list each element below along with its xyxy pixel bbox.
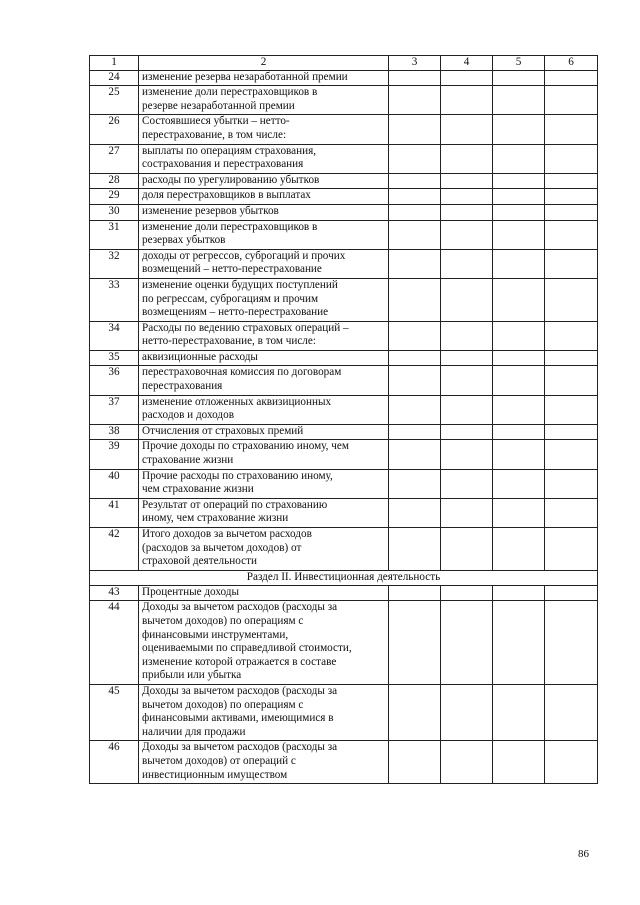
row-number: 31 bbox=[90, 220, 139, 249]
value-cell bbox=[389, 70, 441, 86]
value-cell bbox=[493, 585, 545, 601]
section-row bbox=[90, 570, 598, 585]
row-description: расходы по урегулированию убытков bbox=[139, 173, 389, 189]
row-number: 40 bbox=[90, 469, 139, 498]
value-cell bbox=[493, 249, 545, 278]
report-table bbox=[89, 55, 598, 784]
table-row bbox=[90, 204, 598, 220]
table-row bbox=[90, 741, 598, 784]
value-cell bbox=[545, 321, 598, 350]
header-cell: 1 bbox=[90, 56, 139, 71]
value-cell bbox=[493, 189, 545, 205]
table-row bbox=[90, 189, 598, 205]
header-cell: 4 bbox=[441, 56, 493, 71]
value-cell bbox=[389, 366, 441, 395]
row-description: Отчисления от страховых премий bbox=[139, 424, 389, 440]
row-description: Доходы за вычетом расходов (расходы за вычетом доходов) по операциям с финансовыми инструментами, оцениваемыми по справедливой стоимости, изменение которой отражается в составе прибыли или убытка bbox=[139, 601, 389, 685]
value-cell bbox=[389, 440, 441, 469]
value-cell bbox=[545, 440, 598, 469]
value-cell bbox=[441, 424, 493, 440]
row-description: изменение доли перестраховщиков в резервах убытков bbox=[139, 220, 389, 249]
value-cell bbox=[441, 204, 493, 220]
value-cell bbox=[441, 440, 493, 469]
value-cell bbox=[493, 173, 545, 189]
row-number: 36 bbox=[90, 366, 139, 395]
table-row bbox=[90, 685, 598, 741]
value-cell bbox=[441, 249, 493, 278]
value-cell bbox=[441, 173, 493, 189]
value-cell bbox=[389, 321, 441, 350]
value-cell bbox=[545, 685, 598, 741]
row-description: выплаты по операциям страхования, сострахования и перестрахования bbox=[139, 144, 389, 173]
header-cell: 5 bbox=[493, 56, 545, 71]
row-description: Итого доходов за вычетом расходов (расходов за вычетом доходов) от страховой деятельности bbox=[139, 528, 389, 571]
row-number: 46 bbox=[90, 741, 139, 784]
row-description: Расходы по ведению страховых операций – нетто-перестрахование, в том числе: bbox=[139, 321, 389, 350]
row-description: Состоявшиеся убытки – нетто- перестрахование, в том числе: bbox=[139, 115, 389, 144]
row-description: изменение резервов убытков bbox=[139, 204, 389, 220]
value-cell bbox=[389, 469, 441, 498]
value-cell bbox=[493, 366, 545, 395]
value-cell bbox=[389, 189, 441, 205]
row-description: изменение отложенных аквизиционных расходов и доходов bbox=[139, 395, 389, 424]
header-cell: 2 bbox=[139, 56, 389, 71]
table-row bbox=[90, 440, 598, 469]
value-cell bbox=[545, 741, 598, 784]
value-cell bbox=[545, 70, 598, 86]
value-cell bbox=[545, 144, 598, 173]
value-cell bbox=[441, 685, 493, 741]
value-cell bbox=[493, 469, 545, 498]
table-row bbox=[90, 173, 598, 189]
value-cell bbox=[441, 498, 493, 527]
value-cell bbox=[493, 498, 545, 527]
row-description: изменение оценки будущих поступлений по регрессам, суброгациям и прочим возмещениям – нетто-перестрахование bbox=[139, 278, 389, 321]
row-description: Доходы за вычетом расходов (расходы за вычетом доходов) от операций с инвестиционным имуществом bbox=[139, 741, 389, 784]
value-cell bbox=[441, 321, 493, 350]
value-cell bbox=[441, 115, 493, 144]
row-number: 30 bbox=[90, 204, 139, 220]
value-cell bbox=[441, 601, 493, 685]
table-row bbox=[90, 220, 598, 249]
value-cell bbox=[441, 741, 493, 784]
header-cell: 3 bbox=[389, 56, 441, 71]
value-cell bbox=[389, 685, 441, 741]
row-number: 42 bbox=[90, 528, 139, 571]
value-cell bbox=[441, 189, 493, 205]
value-cell bbox=[493, 395, 545, 424]
value-cell bbox=[493, 220, 545, 249]
header-cell: 6 bbox=[545, 56, 598, 71]
value-cell bbox=[493, 278, 545, 321]
value-cell bbox=[389, 601, 441, 685]
value-cell bbox=[389, 144, 441, 173]
value-cell bbox=[389, 498, 441, 527]
row-description: изменение доли перестраховщиков в резерве незаработанной премии bbox=[139, 86, 389, 115]
row-description: Результат от операций по страхованию иному, чем страхование жизни bbox=[139, 498, 389, 527]
value-cell bbox=[389, 204, 441, 220]
value-cell bbox=[441, 220, 493, 249]
value-cell bbox=[389, 173, 441, 189]
value-cell bbox=[389, 350, 441, 366]
value-cell bbox=[493, 86, 545, 115]
value-cell bbox=[441, 469, 493, 498]
row-number: 28 bbox=[90, 173, 139, 189]
row-description: доля перестраховщиков в выплатах bbox=[139, 189, 389, 205]
value-cell bbox=[441, 70, 493, 86]
value-cell bbox=[545, 173, 598, 189]
table-row bbox=[90, 321, 598, 350]
value-cell bbox=[389, 220, 441, 249]
value-cell bbox=[389, 585, 441, 601]
table-row bbox=[90, 350, 598, 366]
row-number: 25 bbox=[90, 86, 139, 115]
row-number: 45 bbox=[90, 685, 139, 741]
row-description: доходы от регрессов, суброгаций и прочих возмещений – нетто-перестрахование bbox=[139, 249, 389, 278]
value-cell bbox=[441, 350, 493, 366]
value-cell bbox=[389, 424, 441, 440]
table-row bbox=[90, 278, 598, 321]
value-cell bbox=[441, 144, 493, 173]
value-cell bbox=[389, 278, 441, 321]
value-cell bbox=[493, 741, 545, 784]
row-number: 37 bbox=[90, 395, 139, 424]
table-row bbox=[90, 585, 598, 601]
row-number: 29 bbox=[90, 189, 139, 205]
row-description: Прочие доходы по страхованию иному, чем страхование жизни bbox=[139, 440, 389, 469]
row-description: Прочие расходы по страхованию иному, чем страхование жизни bbox=[139, 469, 389, 498]
value-cell bbox=[545, 115, 598, 144]
value-cell bbox=[545, 498, 598, 527]
table-row bbox=[90, 249, 598, 278]
value-cell bbox=[545, 366, 598, 395]
value-cell bbox=[389, 528, 441, 571]
row-number: 39 bbox=[90, 440, 139, 469]
header-row bbox=[90, 56, 598, 71]
table-row bbox=[90, 70, 598, 86]
row-number: 24 bbox=[90, 70, 139, 86]
section-one-rows bbox=[90, 70, 598, 570]
value-cell bbox=[545, 86, 598, 115]
row-number: 26 bbox=[90, 115, 139, 144]
value-cell bbox=[493, 528, 545, 571]
table-row bbox=[90, 115, 598, 144]
value-cell bbox=[545, 220, 598, 249]
value-cell bbox=[493, 440, 545, 469]
row-number: 27 bbox=[90, 144, 139, 173]
value-cell bbox=[493, 350, 545, 366]
table-row bbox=[90, 469, 598, 498]
value-cell bbox=[389, 395, 441, 424]
value-cell bbox=[493, 204, 545, 220]
row-description: перестраховочная комиссия по договорам перестрахования bbox=[139, 366, 389, 395]
value-cell bbox=[545, 395, 598, 424]
page-number: 86 bbox=[578, 848, 589, 860]
value-cell bbox=[441, 86, 493, 115]
value-cell bbox=[493, 601, 545, 685]
row-number: 43 bbox=[90, 585, 139, 601]
value-cell bbox=[493, 685, 545, 741]
table-row bbox=[90, 86, 598, 115]
value-cell bbox=[545, 249, 598, 278]
table-row bbox=[90, 498, 598, 527]
row-description: аквизиционные расходы bbox=[139, 350, 389, 366]
row-number: 41 bbox=[90, 498, 139, 527]
value-cell bbox=[545, 189, 598, 205]
value-cell bbox=[493, 144, 545, 173]
value-cell bbox=[493, 115, 545, 144]
table-row bbox=[90, 144, 598, 173]
row-description: Доходы за вычетом расходов (расходы за вычетом доходов) по операциям с финансовыми активами, имеющимися в наличии для продажи bbox=[139, 685, 389, 741]
value-cell bbox=[389, 249, 441, 278]
value-cell bbox=[493, 70, 545, 86]
value-cell bbox=[545, 204, 598, 220]
row-description: изменение резерва незаработанной премии bbox=[139, 70, 389, 86]
value-cell bbox=[545, 585, 598, 601]
value-cell bbox=[441, 585, 493, 601]
value-cell bbox=[545, 528, 598, 571]
value-cell bbox=[545, 278, 598, 321]
table-row bbox=[90, 528, 598, 571]
value-cell bbox=[493, 321, 545, 350]
row-number: 32 bbox=[90, 249, 139, 278]
value-cell bbox=[545, 424, 598, 440]
section-two-rows bbox=[90, 585, 598, 783]
table-row bbox=[90, 395, 598, 424]
value-cell bbox=[441, 395, 493, 424]
value-cell bbox=[545, 469, 598, 498]
value-cell bbox=[389, 741, 441, 784]
value-cell bbox=[493, 424, 545, 440]
row-number: 35 bbox=[90, 350, 139, 366]
row-description: Процентные доходы bbox=[139, 585, 389, 601]
value-cell bbox=[389, 86, 441, 115]
table-row bbox=[90, 424, 598, 440]
value-cell bbox=[389, 115, 441, 144]
value-cell bbox=[545, 601, 598, 685]
table-row bbox=[90, 601, 598, 685]
value-cell bbox=[441, 278, 493, 321]
section-title: Раздел II. Инвестиционная деятельность bbox=[90, 570, 598, 585]
table-row bbox=[90, 366, 598, 395]
row-number: 44 bbox=[90, 601, 139, 685]
row-number: 34 bbox=[90, 321, 139, 350]
row-number: 33 bbox=[90, 278, 139, 321]
value-cell bbox=[441, 366, 493, 395]
value-cell bbox=[545, 350, 598, 366]
value-cell bbox=[441, 528, 493, 571]
row-number: 38 bbox=[90, 424, 139, 440]
